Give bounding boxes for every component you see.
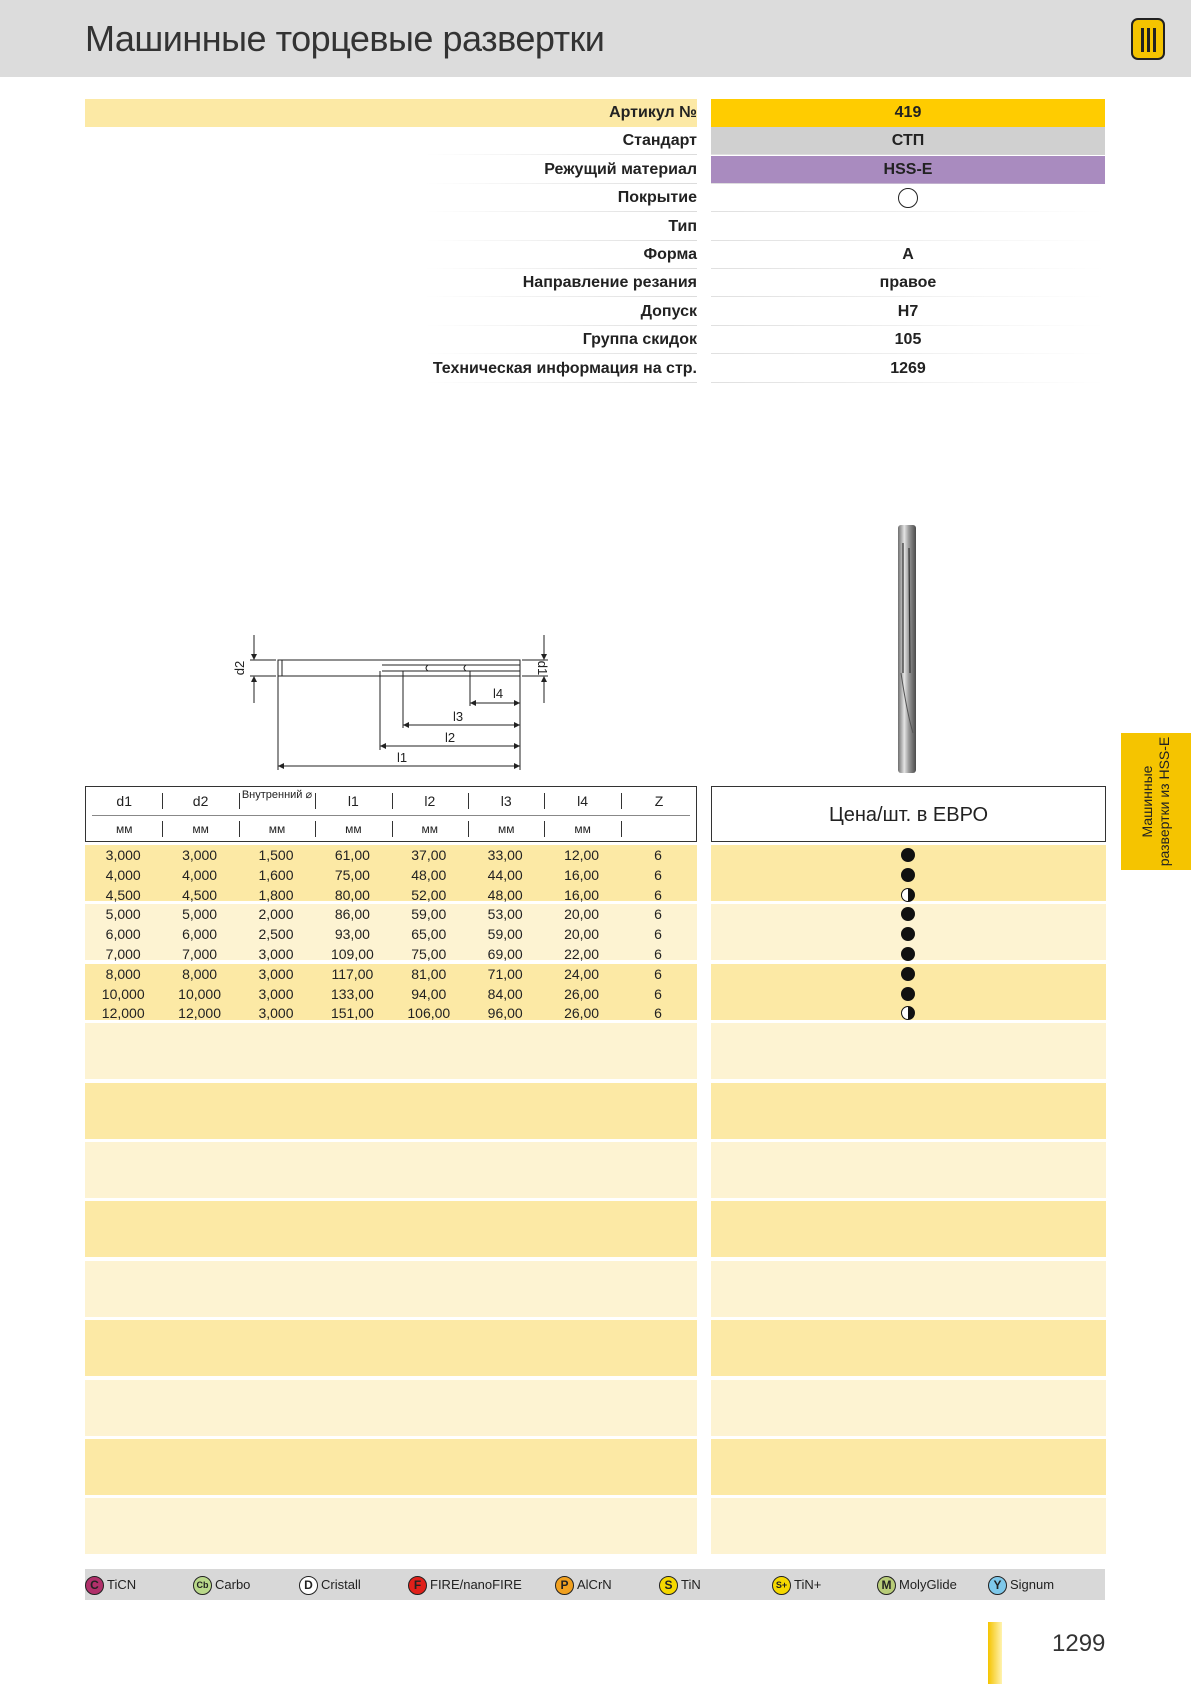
table-cell: 6 bbox=[654, 886, 662, 903]
property-row bbox=[85, 298, 1105, 326]
property-row bbox=[85, 213, 1105, 241]
price-band bbox=[711, 1498, 1106, 1554]
table-cell: 48,00 bbox=[487, 886, 523, 903]
reamer-category-icon bbox=[1131, 18, 1165, 60]
legend-label: TiN+ bbox=[794, 1577, 822, 1592]
column-unit: мм bbox=[574, 822, 591, 836]
in-stock-dot-icon bbox=[901, 848, 915, 862]
property-row bbox=[85, 269, 1105, 297]
row-band bbox=[85, 1320, 697, 1376]
property-value bbox=[711, 184, 1105, 212]
table-cell: 4,000 bbox=[182, 866, 218, 883]
row-band bbox=[85, 1261, 697, 1317]
table-cell: 6 bbox=[654, 847, 662, 863]
table-cell: 2,500 bbox=[258, 926, 294, 943]
column-header: l4 bbox=[577, 793, 589, 809]
property-value bbox=[711, 213, 1105, 241]
section-side-tab[interactable] bbox=[1121, 733, 1191, 870]
property-label: Режущий материал bbox=[544, 160, 697, 178]
table-cell: 86,00 bbox=[334, 906, 370, 923]
property-value: СТП bbox=[711, 127, 1105, 155]
column-header: l3 bbox=[500, 793, 512, 809]
table-cell: 52,00 bbox=[411, 886, 447, 903]
table-cell: 6 bbox=[654, 906, 662, 923]
table-cell: 3,000 bbox=[182, 847, 218, 863]
table-cell: 5,000 bbox=[105, 906, 141, 923]
table-header bbox=[85, 786, 697, 842]
coating-signum-icon: Y bbox=[988, 1576, 1007, 1595]
legend-label: Carbo bbox=[215, 1577, 251, 1592]
legend-item bbox=[193, 1574, 250, 1595]
coating-ticn-icon: C bbox=[85, 1576, 104, 1595]
table-cell: 80,00 bbox=[334, 886, 370, 903]
table-cell: 5,000 bbox=[182, 906, 218, 923]
table-cell: 61,00 bbox=[334, 847, 370, 863]
coating-alcrn-icon: P bbox=[555, 1576, 574, 1595]
table-cell: 10,000 bbox=[101, 985, 145, 1002]
table-cell: 24,00 bbox=[564, 965, 600, 982]
table-cell: 109,00 bbox=[330, 946, 374, 962]
table-cell: 6 bbox=[654, 926, 662, 943]
table-cell: 117,00 bbox=[331, 965, 374, 982]
table-cell: 33,00 bbox=[487, 847, 523, 863]
side-tab-line1: Машинные bbox=[1139, 765, 1155, 838]
table-cell: 75,00 bbox=[334, 866, 370, 883]
coating-tin-icon: S bbox=[659, 1576, 678, 1595]
table-cell: 6 bbox=[654, 1005, 662, 1022]
table-cell: 81,00 bbox=[411, 965, 447, 982]
property-label: Группа скидок bbox=[582, 331, 697, 349]
dim-label-l3: l3 bbox=[452, 709, 464, 724]
page-number-bar bbox=[988, 1622, 1002, 1684]
row-band bbox=[85, 1023, 697, 1079]
table-cell: 20,00 bbox=[564, 926, 600, 943]
technical-drawing bbox=[230, 625, 570, 775]
property-value: H7 bbox=[897, 302, 919, 320]
price-band bbox=[711, 1201, 1106, 1257]
coating-none-icon bbox=[898, 188, 918, 208]
on-request-half-dot-icon bbox=[901, 888, 915, 902]
legend-item bbox=[988, 1574, 1054, 1595]
property-row bbox=[85, 127, 1105, 155]
table-cell: 133,00 bbox=[330, 985, 374, 1002]
row-band bbox=[85, 1498, 697, 1554]
table-cell: 94,00 bbox=[411, 985, 447, 1002]
legend-item bbox=[408, 1574, 522, 1595]
table-cell: 1,600 bbox=[258, 866, 294, 883]
page-header bbox=[0, 0, 1191, 77]
column-header: l2 bbox=[424, 793, 436, 809]
column-header: Z bbox=[654, 793, 664, 809]
table-cell: 22,00 bbox=[564, 946, 600, 962]
property-row bbox=[85, 355, 1105, 383]
table-cell: 69,00 bbox=[487, 946, 523, 962]
legend-item bbox=[299, 1574, 361, 1595]
table-cell: 12,00 bbox=[564, 847, 600, 863]
row-band bbox=[85, 1380, 697, 1436]
table-cell: 93,00 bbox=[334, 926, 370, 943]
property-label: Форма bbox=[643, 246, 697, 263]
table-cell: 2,000 bbox=[258, 906, 294, 923]
column-header: d2 bbox=[192, 793, 209, 809]
legend-label: AlCrN bbox=[577, 1577, 612, 1592]
table-cell: 71,00 bbox=[487, 965, 523, 982]
legend-label: TiCN bbox=[107, 1577, 137, 1592]
in-stock-dot-icon bbox=[901, 868, 915, 882]
column-unit: мм bbox=[497, 822, 515, 836]
table-cell: 12,000 bbox=[101, 1005, 145, 1022]
table-cell: 8,000 bbox=[105, 965, 141, 982]
table-cell: 3,000 bbox=[258, 985, 294, 1002]
table-cell: 16,00 bbox=[564, 866, 600, 883]
row-band bbox=[85, 1201, 697, 1257]
property-value: HSS-E bbox=[711, 156, 1105, 184]
price-band bbox=[711, 1380, 1106, 1436]
property-value: правое bbox=[879, 274, 937, 292]
in-stock-dot-icon bbox=[901, 967, 915, 981]
legend-label: Signum bbox=[1010, 1577, 1055, 1592]
property-value: 1269 bbox=[890, 359, 926, 377]
table-cell: 12,000 bbox=[178, 1005, 221, 1022]
column-header: Внутренний ⌀ bbox=[241, 789, 313, 801]
price-band bbox=[711, 1142, 1106, 1198]
in-stock-dot-icon bbox=[901, 987, 915, 1001]
column-unit: мм bbox=[421, 822, 439, 836]
property-row bbox=[85, 156, 1105, 184]
price-band bbox=[711, 1083, 1106, 1139]
coating-tin-icon: S+ bbox=[772, 1576, 791, 1595]
table-cell: 37,00 bbox=[411, 847, 447, 863]
table-cell: 4,500 bbox=[105, 886, 141, 903]
property-label: Направление резания bbox=[522, 274, 697, 292]
column-unit: мм bbox=[268, 822, 286, 836]
table-cell: 6,000 bbox=[105, 926, 141, 943]
column-unit: мм bbox=[115, 822, 133, 836]
legend-item bbox=[877, 1574, 957, 1595]
table-cell: 3,000 bbox=[258, 946, 294, 962]
table-cell: 3,000 bbox=[258, 965, 294, 982]
table-cell: 96,00 bbox=[487, 1005, 523, 1022]
property-label: Артикул № bbox=[85, 99, 697, 127]
coating-molyglide-icon: M bbox=[877, 1576, 896, 1595]
table-cell: 59,00 bbox=[411, 906, 447, 923]
dim-label-d1: d1 bbox=[535, 660, 550, 676]
table-cell: 26,00 bbox=[564, 1005, 600, 1022]
legend-item bbox=[659, 1574, 701, 1595]
dim-label-d2: d2 bbox=[232, 660, 247, 676]
table-cell: 6 bbox=[654, 965, 662, 982]
legend-item bbox=[772, 1574, 821, 1595]
table-cell: 7,000 bbox=[182, 946, 218, 962]
table-cell: 59,00 bbox=[487, 926, 523, 943]
table-cell: 8,000 bbox=[182, 965, 218, 982]
column-header: d1 bbox=[116, 793, 132, 809]
table-cell: 6 bbox=[654, 866, 662, 883]
dim-label-l2: l2 bbox=[444, 730, 456, 745]
page-number: 1299 bbox=[1052, 1630, 1106, 1657]
column-unit: мм bbox=[192, 822, 209, 836]
table-cell: 3,000 bbox=[258, 1005, 294, 1022]
property-label: Тип bbox=[668, 217, 697, 235]
dim-label-l1: l1 bbox=[396, 750, 408, 765]
coating-firenanofire-icon: F bbox=[408, 1576, 427, 1595]
price-band bbox=[711, 1261, 1106, 1317]
table-cell: 4,500 bbox=[182, 886, 218, 903]
table-cell: 6 bbox=[654, 985, 662, 1002]
legend-item bbox=[555, 1574, 612, 1595]
legend-item bbox=[85, 1574, 136, 1595]
table-cell: 10,000 bbox=[178, 985, 221, 1002]
table-cell: 84,00 bbox=[487, 985, 523, 1002]
column-unit: мм bbox=[345, 822, 362, 836]
property-row bbox=[85, 99, 1105, 127]
table-cell: 106,00 bbox=[407, 1005, 451, 1022]
property-label: Техническая информация на стр. bbox=[432, 359, 697, 377]
property-row bbox=[85, 326, 1105, 354]
property-value: 419 bbox=[711, 99, 1105, 127]
table-cell: 75,00 bbox=[411, 946, 447, 962]
legend-label: Cristall bbox=[321, 1577, 361, 1592]
row-band bbox=[85, 1142, 697, 1198]
reamer-product-image bbox=[893, 523, 921, 775]
property-value: 105 bbox=[894, 331, 922, 349]
legend-label: TiN bbox=[681, 1577, 701, 1592]
property-label: Покрытие bbox=[617, 189, 697, 207]
legend-label: MolyGlide bbox=[899, 1577, 957, 1592]
property-row bbox=[85, 241, 1105, 269]
side-tab-line2: развертки из HSS-E bbox=[1156, 736, 1172, 867]
table-cell: 26,00 bbox=[564, 985, 600, 1002]
table-cell: 6,000 bbox=[182, 926, 218, 943]
table-cell: 65,00 bbox=[411, 926, 447, 943]
table-cell: 1,800 bbox=[258, 886, 294, 903]
price-band bbox=[711, 1023, 1106, 1079]
table-cell: 7,000 bbox=[105, 946, 141, 962]
dim-label-l4: l4 bbox=[492, 686, 504, 701]
price-band bbox=[711, 1439, 1106, 1495]
property-label: Стандарт bbox=[622, 132, 697, 150]
row-band bbox=[85, 1083, 697, 1139]
property-value: A bbox=[902, 246, 914, 263]
table-cell: 6 bbox=[654, 946, 662, 962]
coating-carbo-icon: Cb bbox=[193, 1576, 212, 1595]
table-cell: 4,000 bbox=[105, 866, 141, 883]
page-title: Машинные торцевые развертки bbox=[85, 18, 605, 59]
column-header: l1 bbox=[347, 793, 359, 809]
table-cell: 3,000 bbox=[105, 847, 141, 863]
table-cell: 48,00 bbox=[411, 866, 447, 883]
property-row bbox=[85, 184, 1105, 212]
table-cell: 16,00 bbox=[564, 886, 600, 903]
coating-legend bbox=[85, 1569, 1105, 1600]
table-cell: 151,00 bbox=[330, 1005, 374, 1022]
table-cell: 1,500 bbox=[258, 847, 294, 863]
table-cell: 20,00 bbox=[564, 906, 600, 923]
in-stock-dot-icon bbox=[901, 947, 915, 961]
row-band bbox=[85, 1439, 697, 1495]
coating-cristall-icon: D bbox=[299, 1576, 318, 1595]
table-cell: 44,00 bbox=[487, 866, 523, 883]
price-band bbox=[711, 1320, 1106, 1376]
legend-label: FIRE/nanoFIRE bbox=[430, 1577, 522, 1592]
price-header: Цена/шт. в ЕВРО bbox=[711, 786, 1106, 842]
property-label: Допуск bbox=[640, 302, 697, 320]
table-cell: 53,00 bbox=[487, 906, 523, 923]
